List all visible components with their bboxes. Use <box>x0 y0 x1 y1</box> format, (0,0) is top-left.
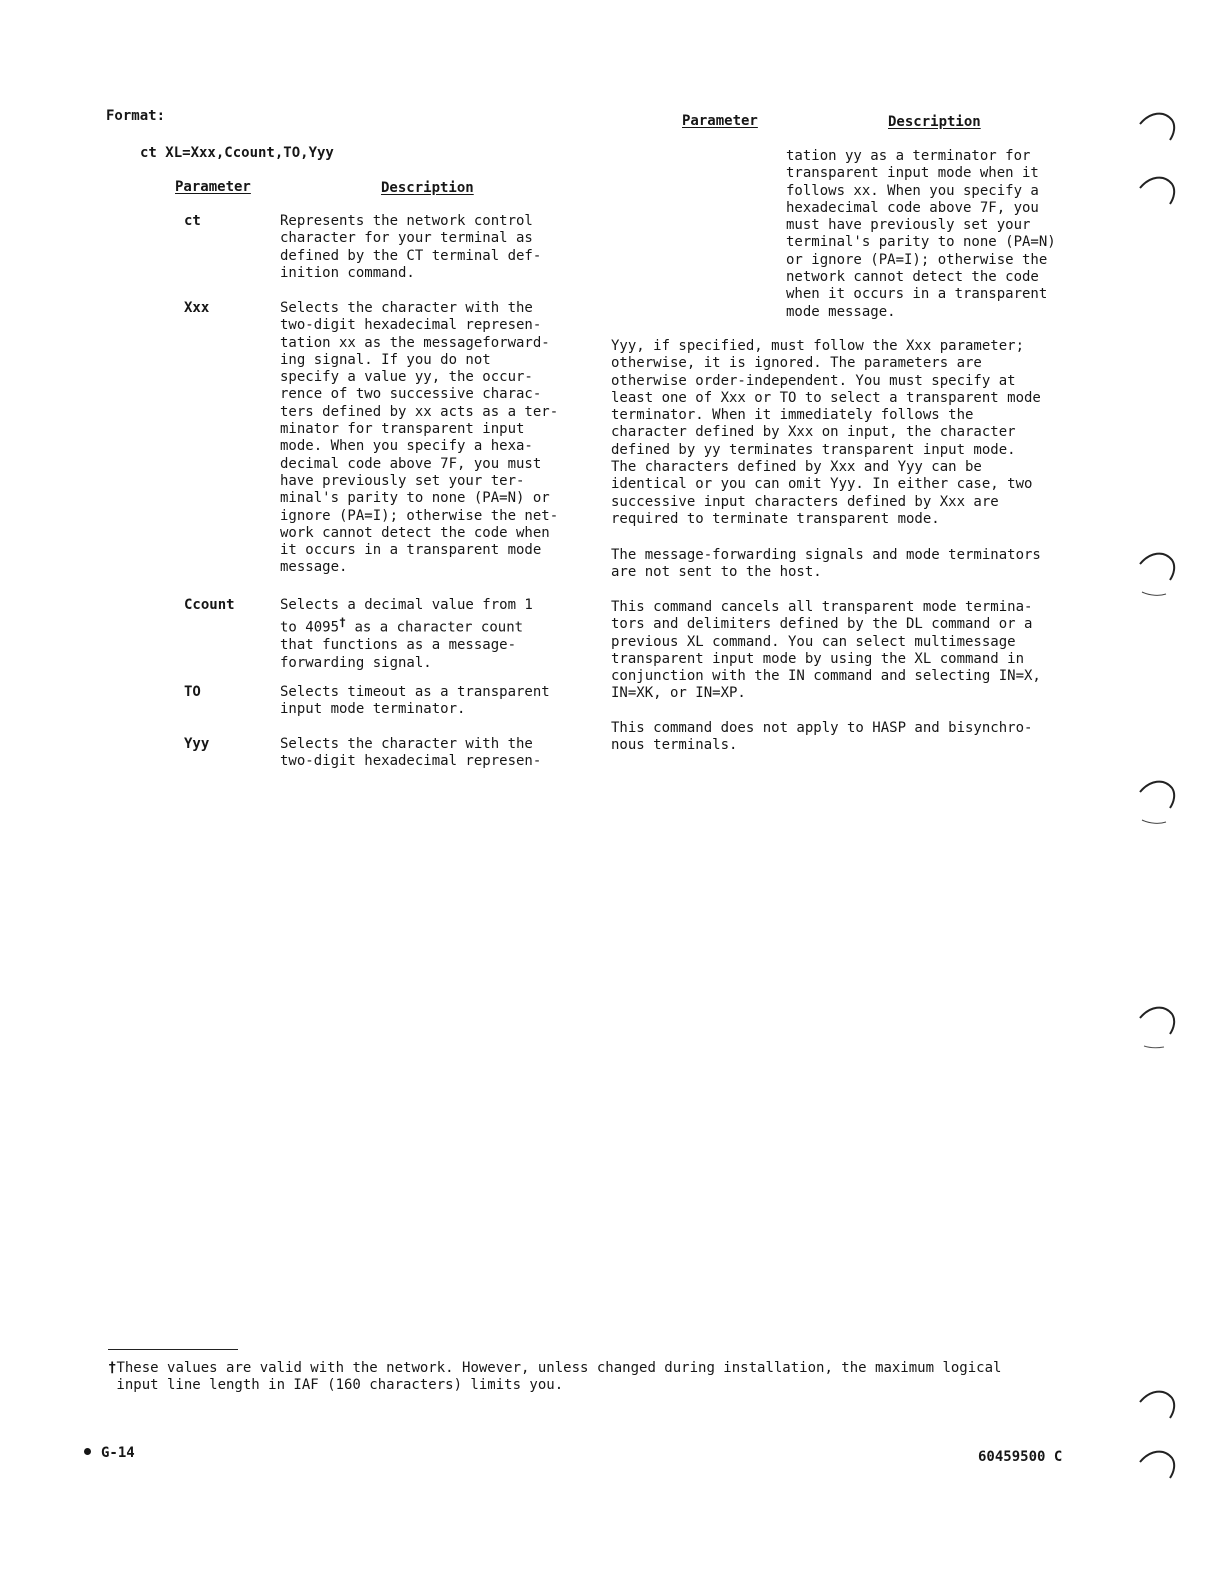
document-number: 60459500 C <box>978 1449 1063 1465</box>
ccount-dagger-mark: † <box>339 615 347 630</box>
param-desc-xxx: Selects the character with the two-digit hexadecimal represen- tation xx as the messageforward- ing signal. If you do not specify a value yy, the occur- rence of two successive charac- ters defined by xx acts as a ter- minator for transparent input mode. When you specify a hexa- decimal code above 7F, you must have previously set your ter- minal's parity to none (PA=N) or ignore (PA=I); otherwise the net- work cannot detect the code when it occurs in a transparent mode message. <box>280 300 559 576</box>
ccount-desc-part-1: Selects a decimal value from 1 to 4095 <box>280 597 533 636</box>
param-desc-yyy: Selects the character with the two-digit hexadecimal represen- <box>280 736 542 770</box>
param-name-ct: ct <box>184 213 201 229</box>
bullet-icon <box>84 1448 91 1455</box>
parameter-column-header: Parameter <box>175 179 251 195</box>
binder-hole-icon <box>1136 546 1178 596</box>
param-desc-yyy-continued: tation yy as a terminator for transparent input mode when it follows xx. When you specify a hexadecimal code above 7F, you must have previously set your terminal's parity to none (PA=N) or ignore (PA=I); otherwise the network cannot detect the code when it occurs in a transparent mode message. <box>786 148 1056 320</box>
binder-hole-icon <box>1136 170 1178 220</box>
param-name-yyy: Yyy <box>184 736 210 752</box>
footnote-dagger: † <box>108 1360 117 1376</box>
footnote-rule <box>108 1349 238 1350</box>
paragraph-cancels-terminators: This command cancels all transparent mode termina- tors and delimiters defined by the DL command or a previous XL command. You can select multimessage transparent input mode by using the XL command in conjunction with the IN command and selecting IN=X, IN=XK, or IN=XP. <box>611 599 1041 702</box>
param-desc-ct: Represents the network control character for your terminal as defined by the CT terminal def- inition command. <box>280 213 542 281</box>
ccount-desc-part-2: as a character count that functions as a message- forwarding signal. <box>280 619 524 671</box>
paragraph-signals-not-sent: The message-forwarding signals and mode terminators are not sent to the host. <box>611 547 1041 581</box>
footnote-text: These values are valid with the network. However, unless changed during installation, the maximum logical input line length in IAF (160 characters) limits you. <box>116 1360 1002 1394</box>
paragraph-not-apply: This command does not apply to HASP and bisynchro- nous terminals. <box>611 720 1033 754</box>
paragraph-yyy-ordering: Yyy, if specified, must follow the Xxx parameter; otherwise, it is ignored. The parameters are otherwise order-independent. You must specify at least one of Xxx or TO to select a transparent mode terminator. When it immediately follows the character defined by Xxx on input, the character defined by yy terminates transparent input mode. The characters defined by Xxx and Yyy can be identical or you can omit Yyy. In either case, two successive input characters defined by Xxx are required to terminate transparent mode. <box>611 338 1041 527</box>
footnote <box>108 1360 1074 1395</box>
description-column-header: Description <box>381 180 474 196</box>
binder-hole-icon <box>1136 106 1178 156</box>
binder-hole-icon <box>1136 1444 1178 1494</box>
param-desc-ccount <box>280 597 568 672</box>
param-name-xxx: Xxx <box>184 300 210 316</box>
format-label: Format: <box>106 108 166 124</box>
param-name-ccount: Ccount <box>184 597 235 613</box>
description-column-header-continued: Description <box>888 114 981 130</box>
format-syntax: ct XL=Xxx,Ccount,TO,Yyy <box>140 145 334 161</box>
param-desc-to: Selects timeout as a transparent input mode terminator. <box>280 684 550 718</box>
param-name-to: TO <box>184 684 201 700</box>
page-number <box>84 1445 135 1462</box>
page-number-text: G-14 <box>101 1445 135 1461</box>
binder-hole-icon <box>1136 774 1178 824</box>
parameter-column-header-continued: Parameter <box>682 113 758 129</box>
binder-hole-icon <box>1136 1384 1178 1434</box>
binder-hole-icon <box>1136 1000 1178 1050</box>
